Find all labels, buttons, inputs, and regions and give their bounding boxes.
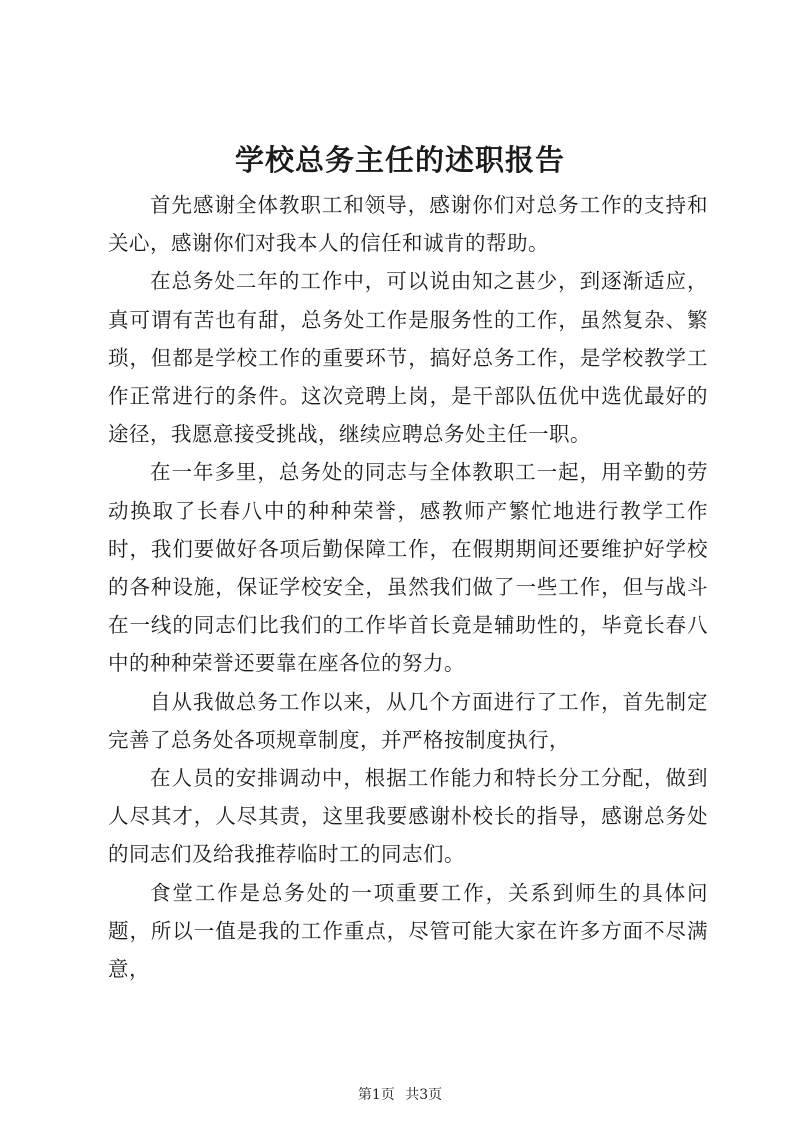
paragraph: 首先感谢全体教职工和领导，感谢你们对总务工作的支持和关心，感谢你们对我本人的信任和诚肯的帮助。 — [108, 193, 708, 256]
paragraph: 在总务处二年的工作中，可以说由知之甚少，到逐渐适应，真可谓有苦也有甜，总务处工作是服务性的工作，虽然复杂、繁琐，但都是学校工作的重要环节，搞好总务工作，是学校教学工作正常进行的条件。这次竞聘上岗，是干部队伍优中选优最好的途径，我愿意接受挑战，继续应聘总务处主任一职。 — [108, 269, 708, 447]
page-total: 共3页 — [405, 1087, 443, 1103]
paragraph: 食堂工作是总务处的一项重要工作，关系到师生的具体问题，所以一值是我的工作重点，尽管可能大家在许多方面不尽满意， — [108, 880, 708, 982]
document-title: 学校总务主任的述职报告 — [234, 143, 565, 177]
paragraph: 在一年多里，总务处的同志与全体教职工一起，用辛勤的劳动换取了长春八中的种种荣誉，感教师产繁忙地进行教学工作时，我们要做好各项后勤保障工作，在假期期间还要维护好学校的各种设施，保证学校安全，虽然我们做了一些工作，但与战斗在一线的同志们比我们的工作毕首长竟是辅助性的，毕竟长春八中的种种荣誉还要靠在座各位的努力。 — [108, 460, 708, 676]
paragraph: 自从我做总务工作以来，从几个方面进行了工作，首先制定完善了总务处各项规章制度，并严格按制度执行， — [108, 689, 708, 752]
page-footer — [0, 1085, 800, 1105]
document-body — [108, 186, 708, 988]
page-number: 第1页 — [357, 1087, 395, 1103]
paragraph: 在人员的安排调动中，根据工作能力和特长分工分配，做到人尽其才，人尽其责，这里我要感谢朴校长的指导，感谢总务处的同志们及给我推荐临时工的同志们。 — [108, 766, 708, 867]
